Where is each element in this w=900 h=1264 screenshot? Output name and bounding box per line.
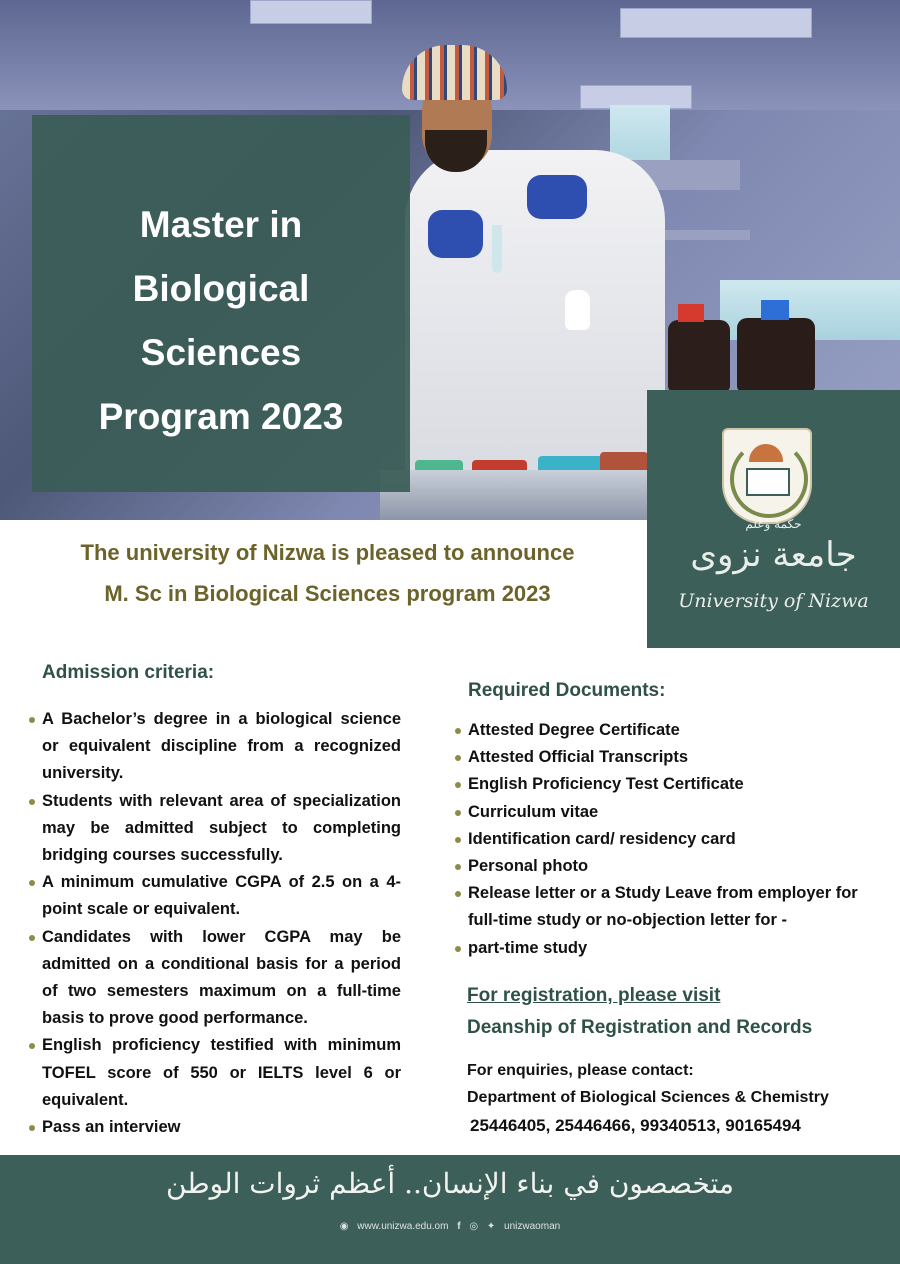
logo-arabic-name: جامعة نزوى [690,535,857,575]
enquiries-phones: 25446405, 25446466, 99340513, 90165494 [470,1116,801,1135]
title-line: Master in [139,204,303,245]
reagent-bottle [737,318,815,392]
logo-english-name: University of Nizwa [678,590,869,612]
list-item: A Bachelor’s degree in a biological science or equivalent discipline from a recognized university. [29,706,401,788]
registration-dept: Deanship of Registration and Records [467,1017,813,1038]
title-line: Biological [132,268,310,309]
documents-list [455,717,870,962]
ceiling-vent [250,0,372,24]
title-line: Program 2023 [98,396,344,437]
admission-list [29,706,401,1141]
reagent-bottle [668,320,730,392]
facebook-icon[interactable]: f [457,1221,461,1232]
bottle-cap [678,304,704,322]
list-item: A minimum cumulative CGPA of 2.5 on a 4-point scale or equivalent. [29,869,401,923]
website-link[interactable]: www.unizwa.edu.om [357,1221,449,1232]
enquiries-label: For enquiries, please contact: [467,1062,694,1079]
list-item: Attested Official Transcripts [455,744,870,771]
program-title-box [32,115,410,492]
list-item: Personal photo [455,853,870,880]
lab-shelf [660,230,750,240]
list-item: Attested Degree Certificate [455,717,870,744]
program-title [32,193,410,449]
footer-contact [0,1221,900,1232]
twitter-icon[interactable]: ✦ [486,1221,496,1232]
list-item: English Proficiency Test Certificate [455,771,870,798]
logo-motto: حكمة وعلم [745,517,802,531]
blue-glove [527,175,587,219]
book-icon [746,468,790,496]
list-item: Pass an interview [29,1114,401,1141]
announcement [0,532,655,614]
university-crest-icon [722,428,812,524]
list-item: English proficiency testified with minimum TOFEL score of 550 or IELTS level 6 or equivalent. [29,1032,401,1114]
blue-glove [428,210,483,258]
list-item: Release letter or a Study Leave from employer for full-time study or no-objection letter for - [455,880,870,934]
documents-heading: Required Documents: [468,680,666,701]
ceiling-vent [620,8,812,38]
list-item: Students with relevant area of specialization may be admitted subject to completing bridging courses successfully. [29,788,401,870]
instagram-icon[interactable]: ◎ [469,1221,479,1232]
registration-link[interactable]: For registration, please visit [467,985,721,1006]
announcement-line: The university of Nizwa is pleased to announce [80,540,575,565]
title-line: Sciences [140,332,302,373]
test-tube [492,225,502,273]
globe-icon: ◉ [339,1221,349,1232]
social-handle[interactable]: unizwaoman [504,1221,561,1232]
small-bottle [565,290,590,330]
list-item: Candidates with lower CGPA may be admitted on a conditional basis for a period of two semesters maximum on a full-time basis to prove good performance. [29,924,401,1033]
announcement-line: M. Sc in Biological Sciences program 2023 [104,581,551,606]
admission-heading: Admission criteria: [42,662,215,683]
list-item: Identification card/ residency card [455,826,870,853]
enquiries-dept: Department of Biological Sciences & Chemistry [467,1089,829,1106]
flask-amber [600,335,648,490]
list-item: Curriculum vitae [455,799,870,826]
university-logo-panel [647,390,900,648]
footer [0,1155,900,1264]
bottle-cap [761,300,789,320]
list-item: part-time study [455,935,870,962]
footer-slogan: متخصصون في بناء الإنسان.. أعظم ثروات الوطن [166,1167,734,1200]
